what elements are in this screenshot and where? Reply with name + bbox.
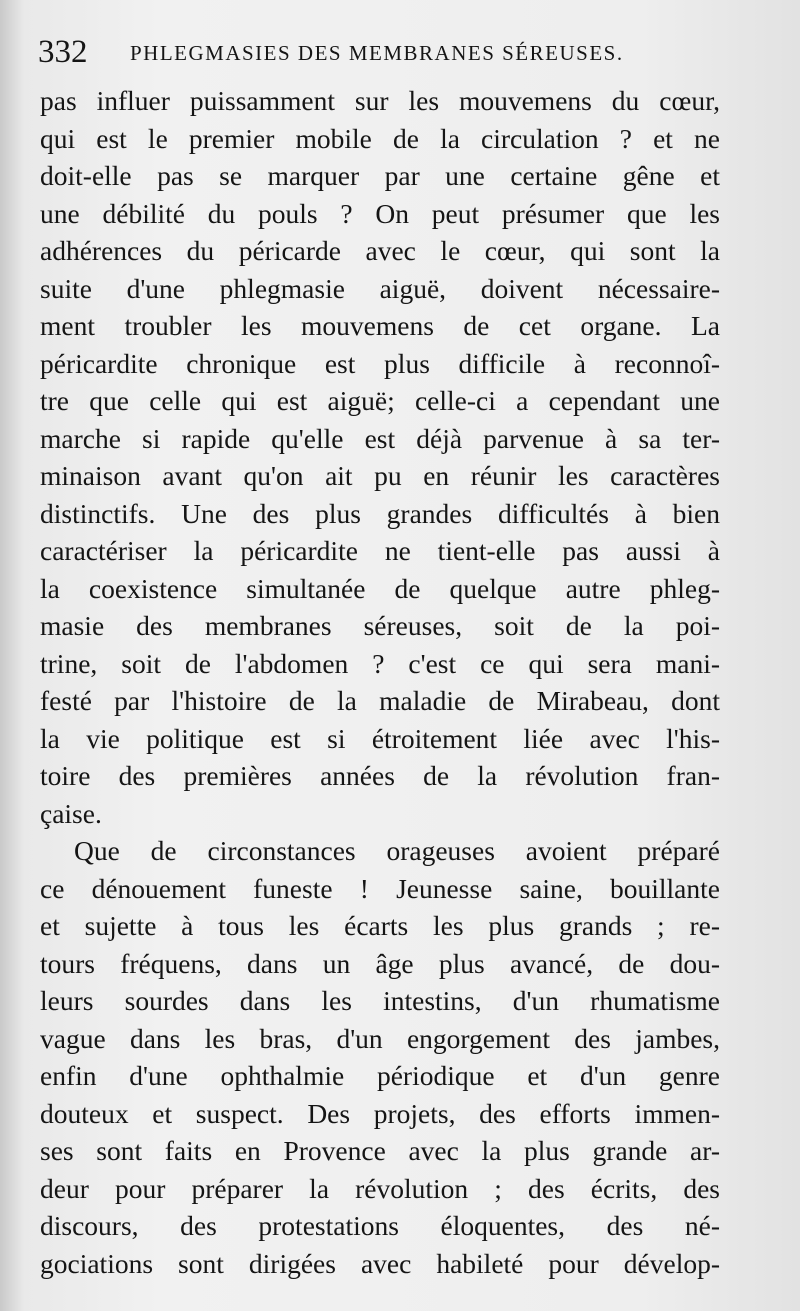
- text-line: Que de circonstances orageuses avoient préparé: [74, 835, 720, 866]
- paragraph-2: [40, 832, 720, 1282]
- text-line: gociations sont dirigées avec habileté pour dévelop-: [40, 1247, 720, 1279]
- text-line: la coexistence simultanée de quelque autre phleg-: [40, 572, 720, 604]
- text-line: enfin d'une ophthalmie périodique et d'un genre: [40, 1060, 720, 1091]
- text-line: et sujette à tous les écarts les plus grands ; re-: [40, 910, 720, 941]
- text-line: tours fréquens, dans un âge plus avancé, de dou-: [40, 947, 720, 979]
- text-line: ses sont faits en Provence avec la plus grande ar-: [40, 1135, 720, 1166]
- text-line: douteux et suspect. Des projets, des efforts immen-: [40, 1097, 720, 1129]
- text-line: la vie politique est si étroitement liée avec l'his-: [40, 722, 720, 754]
- text-line: une débilité du pouls ? On peut présumer que les: [40, 197, 720, 229]
- text-line: çaise.: [40, 797, 102, 829]
- paragraph-1: [40, 82, 720, 832]
- text-line: toire des premières années de la révolution fran-: [40, 760, 720, 791]
- text-line: festé par l'histoire de la maladie de Mirabeau, dont: [40, 685, 720, 716]
- text-line: suite d'une phlegmasie aiguë, doivent nécessaire-: [40, 272, 720, 304]
- text-line: tre que celle qui est aiguë; celle-ci a cependant une: [40, 385, 720, 416]
- text-line: trine, soit de l'abdomen ? c'est ce qui sera mani-: [40, 647, 720, 679]
- text-line: minaison avant qu'on ait pu en réunir les caractères: [40, 460, 720, 491]
- text-line: deur pour préparer la révolution ; des écrits, des: [40, 1172, 720, 1204]
- running-head: [38, 34, 758, 70]
- running-head-title: PHLEGMASIES DES MEMBRANES SÉREUSES.: [130, 41, 624, 65]
- text-line: discours, des protestations éloquentes, des né-: [40, 1210, 720, 1241]
- text-line: marche si rapide qu'elle est déjà parvenue à sa ter-: [40, 422, 720, 454]
- text-line: adhérences du péricarde avec le cœur, qui sont la: [40, 235, 720, 266]
- text-line: distinctifs. Une des plus grandes difficultés à bien: [40, 497, 720, 529]
- text-line: qui est le premier mobile de la circulation ? et ne: [40, 122, 720, 154]
- text-line: doit-elle pas se marquer par une certaine gêne et: [40, 160, 720, 191]
- text-line: vague dans les bras, d'un engorgement des jambes,: [40, 1022, 720, 1054]
- text-line: péricardite chronique est plus difficile à reconnoî-: [40, 347, 720, 379]
- body-text: [40, 82, 720, 1282]
- text-line: masie des membranes séreuses, soit de la poi-: [40, 610, 720, 641]
- text-line: leurs sourdes dans les intestins, d'un rhumatisme: [40, 985, 720, 1016]
- page-number: 332: [38, 34, 88, 70]
- text-line: caractériser la péricardite ne tient-elle pas aussi à: [40, 535, 720, 566]
- text-line: ment troubler les mouvemens de cet organe. La: [40, 310, 720, 341]
- text-line: pas influer puissamment sur les mouvemens du cœur,: [40, 85, 720, 116]
- text-line: ce dénouement funeste ! Jeunesse saine, bouillante: [40, 872, 720, 904]
